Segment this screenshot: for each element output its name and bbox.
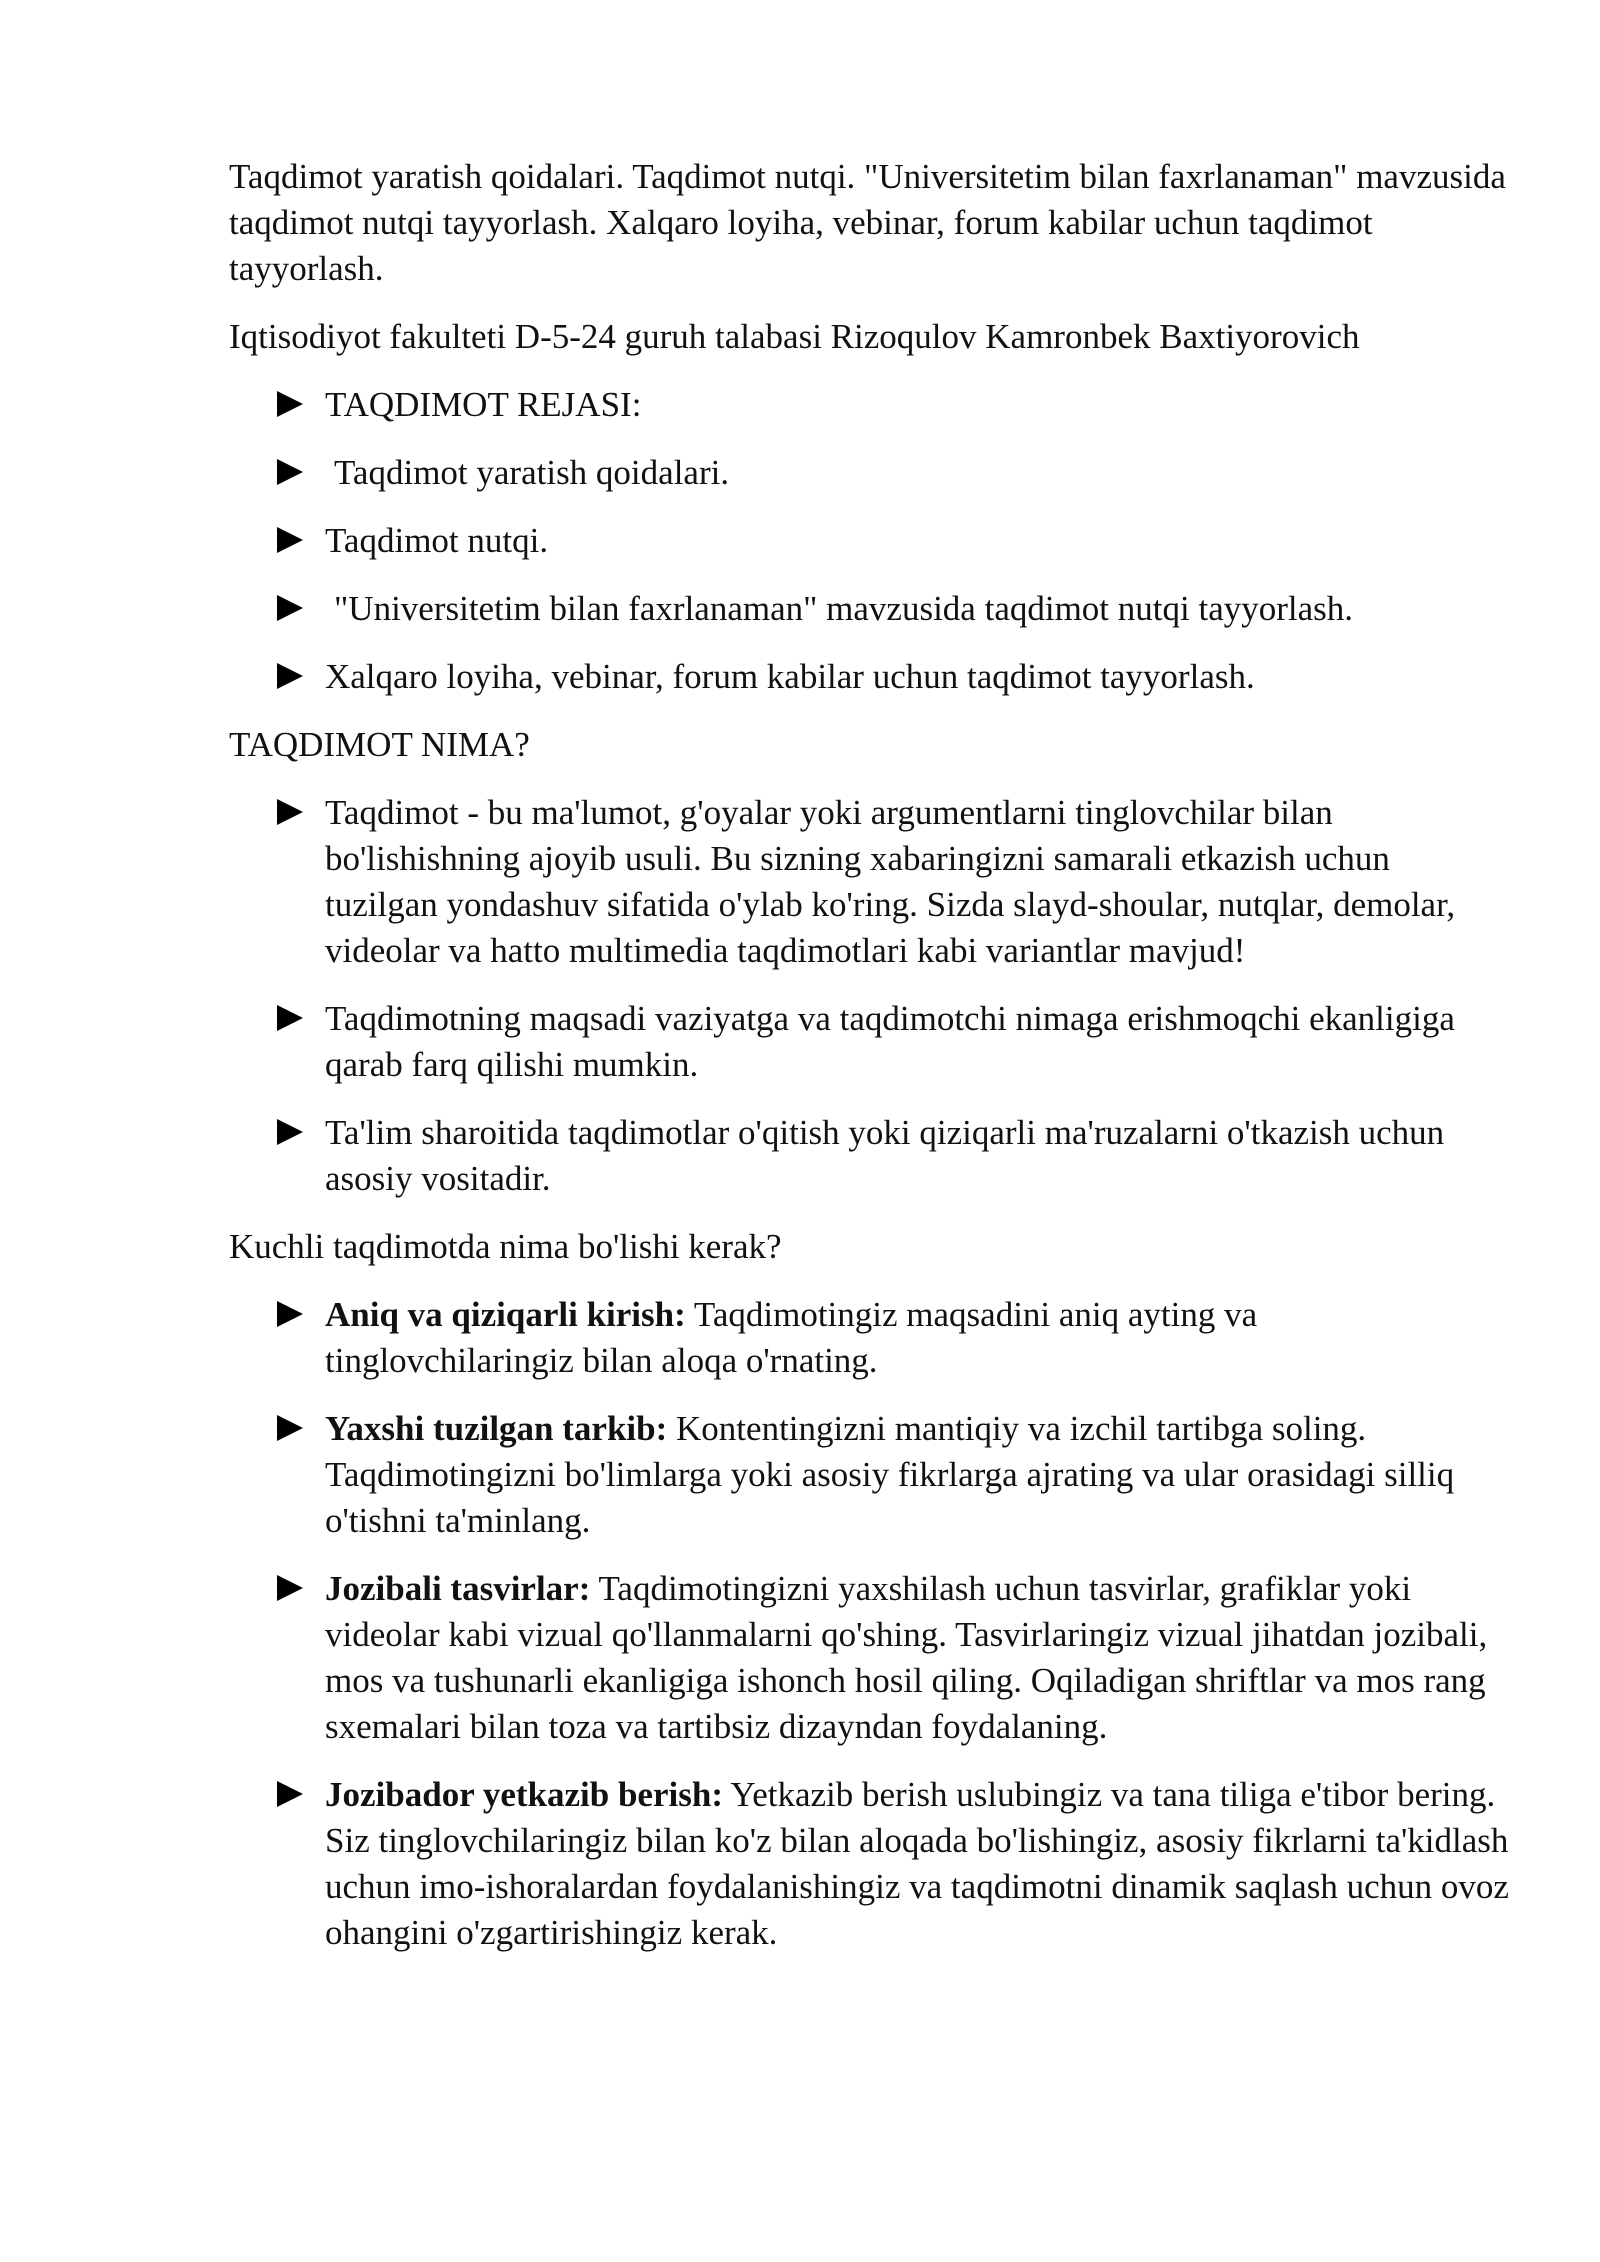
item-description: Kontentingizni mantiqiy va izchil tartibga soling. Taqdimotingizni bo'limlarga yoki asosiy fikrlarga ajrating va ular orasidagi silliq o'tishni ta'minlang. [325,1409,1455,1540]
what-item-text: Ta'lim sharoitida taqdimotlar o'qitish yoki qiziqarli ma'ruzalarni o'tkazish uchun asosiy vositadir. [325,1113,1445,1198]
list-item [277,1772,1509,1956]
plan-item-text: TAQDIMOT REJASI: [325,385,642,424]
item-term: Aniq va qiziqarli kirish: [325,1295,686,1334]
list-item [277,654,1509,700]
triangle-right-icon [277,527,303,553]
list-item [277,450,1509,496]
what-list [229,790,1509,1202]
list-item [277,518,1509,564]
strong-list [229,1292,1509,1956]
item-term: Yaxshi tuzilgan tarkib: [325,1409,668,1448]
list-item [277,382,1509,428]
plan-item-text: Taqdimot yaratish qoidalari. [334,453,730,492]
list-item [277,1566,1509,1750]
item-description: Yetkazib berish uslubingiz va tana tiliga e'tibor bering. Siz tinglovchilaringiz bilan ko'z bilan aloqada bo'lishingiz, asosiy fikrlarni ta'kidlash uchun imo-ishoralardan foydalanishingiz va taqdimotni dinamik saqlash uchun ovoz ohangini o'zgartirishingiz kerak. [325,1775,1509,1952]
intro-paragraph: Taqdimot yaratish qoidalari. Taqdimot nutqi. "Universitetim bilan faxrlanaman" mavzusida taqdimot nutqi tayyorlash. Xalqaro loyiha, vebinar, forum kabilar uchun taqdimot tayyorlash. [229,157,1506,288]
plan-item-text: Taqdimot nutqi. [325,521,549,560]
section-heading-what: TAQDIMOT NIMA? [229,725,530,764]
triangle-right-icon [277,1415,303,1441]
plan-item-text: "Universitetim bilan faxrlanaman" mavzusida taqdimot nutqi tayyorlash. [334,589,1354,628]
list-item [277,586,1509,632]
triangle-right-icon [277,663,303,689]
item-description: Taqdimotingiz maqsadini aniq ayting va tinglovchilaringiz bilan aloqa o'rnating. [325,1295,1258,1380]
item-term: Jozibali tasvirlar: [325,1569,591,1608]
list-item [277,1110,1509,1202]
item-description: Taqdimotingizni yaxshilash uchun tasvirlar, grafiklar yoki videolar kabi vizual qo'llanmalarni qo'shing. Tasvirlaringiz vizual jihatdan jozibali, mos va tushunarli ekanligiga ishonch hosil qiling. Oqiladigan shriftlar va mos rang sxemalari bilan toza va tartibsiz dizayndan foydalaning. [325,1569,1488,1746]
triangle-right-icon [277,1119,303,1145]
item-term: Jozibador yetkazib berish: [325,1775,723,1814]
list-item [277,1292,1509,1384]
author-line: Iqtisodiyot fakulteti D-5-24 guruh talabasi Rizoqulov Kamronbek Baxtiyorovich [229,317,1360,356]
triangle-right-icon [277,1781,303,1807]
list-item [277,790,1509,974]
list-item [277,996,1509,1088]
document-body [229,154,1509,1978]
triangle-right-icon [277,459,303,485]
triangle-right-icon [277,391,303,417]
what-item-text: Taqdimot - bu ma'lumot, g'oyalar yoki argumentlarni tinglovchilar bilan bo'lishishning ajoyib usuli. Bu sizning xabaringizni samarali etkazish uchun tuzilgan yondashuv sifatida o'ylab ko'ring. Sizda slayd-shoular, nutqlar, demolar, videolar va hatto multimedia taqdimotlari kabi variantlar mavjud! [325,793,1456,970]
triangle-right-icon [277,1575,303,1601]
triangle-right-icon [277,799,303,825]
triangle-right-icon [277,595,303,621]
plan-list [229,382,1509,700]
what-item-text: Taqdimotning maqsadi vaziyatga va taqdimotchi nimaga erishmoqchi ekanligiga qarab farq qilishi mumkin. [325,999,1455,1084]
plan-item-text: Xalqaro loyiha, vebinar, forum kabilar uchun taqdimot tayyorlash. [325,657,1255,696]
triangle-right-icon [277,1301,303,1327]
triangle-right-icon [277,1005,303,1031]
section-heading-strong: Kuchli taqdimotda nima bo'lishi kerak? [229,1227,782,1266]
list-item [277,1406,1509,1544]
